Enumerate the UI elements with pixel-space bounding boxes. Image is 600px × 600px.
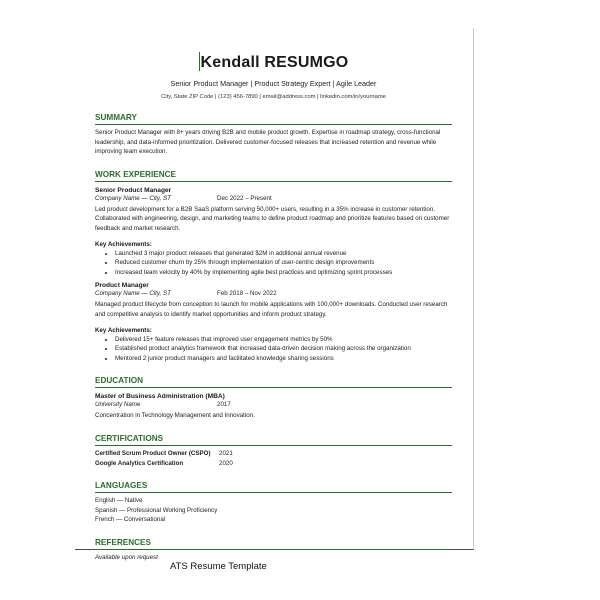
job-company: Company Name — City, ST: [95, 194, 171, 202]
certification-name: Certified Scrum Product Owner (CSPO): [95, 449, 211, 457]
education-meta: [95, 401, 452, 408]
certification-item: [95, 459, 452, 469]
achievement-item: • Established product analytics framework that increased data-driven decision making across the organization: [115, 344, 452, 354]
achievement-item: • Launched 3 major product releases that generated $2M in additional annual revenue: [115, 249, 452, 259]
languages-list: [95, 496, 452, 525]
certification-item: [95, 449, 452, 459]
contact-line: City, State ZIP Code | (123) 456-7890 | email@address.com | linkedin.com/in/yourname: [161, 94, 386, 100]
job-entry: [95, 187, 452, 278]
summary-heading: SUMMARY: [95, 113, 452, 125]
achievements-label: Key Achievements:: [95, 240, 152, 248]
achievement-item: • Increased team velocity by 40% by implementing agile best practices and optimizing sprint processes: [115, 268, 452, 278]
candidate-name: Kendall RESUMGO: [200, 54, 349, 71]
achievement-item: • Mentored 2 junior product managers and facilitated knowledge sharing sessions: [115, 354, 452, 364]
achievements-list: [95, 249, 452, 278]
job-description: Led product development for a B2B SaaS platform serving 50,000+ users, resulting in a 35% increase in customer retention. Collaborated with engineering, design, and marketing teams to define product roadmap and prioritize features based on customer feedback and market research.: [95, 205, 450, 232]
job-meta: [95, 290, 452, 297]
certifications-heading: CERTIFICATIONS: [95, 434, 452, 446]
achievement-item: • Delivered 15+ feature releases that improved user engagement metrics by 50%: [115, 335, 452, 345]
certification-year: 2020: [219, 459, 233, 467]
resume-content: [95, 28, 452, 562]
languages-heading: LANGUAGES: [95, 481, 452, 493]
resume-page: [75, 28, 474, 561]
job-meta: [95, 195, 452, 202]
language-item: Spanish — Professional Working Proficiency: [95, 506, 218, 514]
graduation-year: 2017: [217, 401, 231, 409]
text-cursor: [199, 52, 200, 71]
job-title: Product Manager: [95, 282, 149, 290]
education-heading: EDUCATION: [95, 376, 452, 388]
achievement-item: • Reduced customer churn by 25% through implementation of user-centric design improvements: [115, 258, 452, 268]
degree-title: Master of Business Administration (MBA): [95, 393, 225, 401]
school-name: University Name: [95, 401, 141, 409]
language-item: English — Native: [95, 497, 143, 505]
job-description: Managed product lifecycle from conception to launch for mobile applications with 100,000+ downloads. Conducted user research and competitive analysis to identify market opportunities and inform product strategy.: [95, 301, 448, 318]
job-dates: Feb 2018 – Nov 2022: [217, 290, 277, 298]
job-entry: [95, 282, 452, 363]
education-note: Concentration in Technology Management and Innovation.: [95, 412, 255, 420]
achievements-list: [95, 335, 452, 364]
references-heading: REFERENCES: [95, 538, 452, 550]
language-item: French — Conversational: [95, 516, 166, 524]
work-experience-heading: WORK EXPERIENCE: [95, 170, 452, 182]
certification-year: 2021: [219, 449, 233, 457]
certifications-list: [95, 449, 452, 468]
summary-text: Senior Product Manager with 8+ years driving B2B and mobile product growth. Expertise in roadmap strategy, cross-functional leadership, and data-informed prioritization. Delivered customer-focused releases that increased retention and revenue while improving team execution.: [95, 129, 441, 156]
references-text: Available upon request: [95, 553, 158, 561]
achievements-label: Key Achievements:: [95, 326, 152, 334]
candidate-name-line: [95, 52, 452, 72]
job-company: Company Name — City, ST: [95, 290, 171, 298]
job-title: Senior Product Manager: [95, 186, 172, 194]
job-dates: Dec 2022 – Present: [217, 194, 272, 202]
headline: Senior Product Manager | Product Strategy Expert | Agile Leader: [170, 79, 377, 88]
certification-name: Google Analytics Certification: [95, 459, 184, 467]
template-caption: ATS Resume Template: [170, 561, 267, 572]
